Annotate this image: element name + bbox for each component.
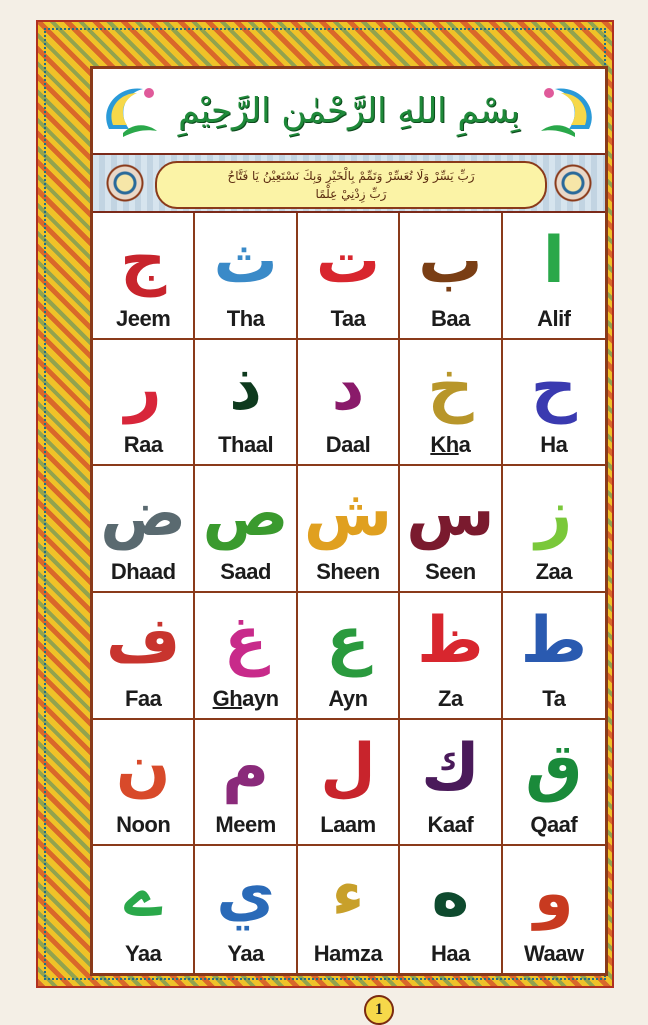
letter-name: Jeem [116,305,171,331]
letter-cell [400,593,502,720]
letter-name-underlined: Kh [430,432,459,458]
arabic-letter: ف [106,603,181,678]
letter-cell [93,340,195,467]
letter-name-underlined: Gh [212,685,243,711]
floral-ornament-icon [549,161,597,205]
page-ornamental-border [36,20,614,1018]
arabic-letter: ر [124,350,162,425]
bismillah-text: بِسْمِ اللهِ الرَّحْمٰنِ الرَّحِيْمِ [178,91,520,131]
letter-cell [195,466,297,593]
letter-name: Sheen [316,558,380,584]
letter-cell [298,846,400,973]
letter-cell [93,846,195,973]
page-number: 1 [364,995,394,1025]
letter-cell [400,720,502,847]
letter-cell [195,846,297,973]
letter-cell [503,846,605,973]
arabic-letter: ذ [229,350,263,425]
letter-cell [93,213,195,340]
arabic-letter: ه [431,857,470,932]
letter-cell [298,340,400,467]
letter-name: Yaa [124,940,162,966]
letter-name-rest: a [458,432,471,458]
arabic-letter: ث [213,224,278,298]
letter-cell [298,213,400,340]
letter-cell [93,593,195,720]
letter-cell [503,593,605,720]
bismillah-header [93,69,605,153]
arabic-letter: ض [100,477,187,552]
letter-cell [503,213,605,340]
arabic-letter: ص [202,477,289,552]
letter-cell [400,340,502,467]
letter-name: Tha [226,305,265,331]
letter-cell [503,466,605,593]
letter-cell [298,720,400,847]
arabic-letter: س [406,477,495,552]
letter-name: Raa [123,432,163,458]
arabic-letter: م [222,730,270,805]
letter-name: Faa [124,685,162,711]
letter-name: Ha [540,432,568,458]
crescent-ornament-icon [537,79,599,143]
dua-text-box [155,161,547,209]
letter-cell [93,720,195,847]
arabic-letter: غ [223,603,268,678]
letter-name: Saad [220,558,271,584]
letter-cell [195,720,297,847]
letter-cell [298,466,400,593]
letter-name: Alif [537,305,571,331]
arabic-letter: ط [520,603,588,678]
arabic-letter: ظ [417,603,484,678]
arabic-letter: و [533,857,574,932]
letter-name: Haa [430,940,470,966]
content-panel [90,66,608,1018]
letter-name: Thaal [218,432,274,458]
letter-name: Hamza [313,940,383,966]
letter-name: Taa [330,305,366,331]
letter-name: Laam [320,812,376,838]
arabic-letter: ل [320,730,376,805]
letter-name: Zaa [535,558,572,584]
letter-cell [195,213,297,340]
letter-name: Yaa [227,940,264,966]
letter-name: Daal [325,432,371,458]
letter-name: Noon [116,812,171,838]
letter-name: Kaaf [427,812,474,838]
letter-cell [503,340,605,467]
dua-banner [93,153,605,213]
arabic-letter: ز [535,477,573,552]
alphabet-grid [93,213,605,973]
arabic-letter: ح [530,350,577,425]
arabic-letter: خ [427,350,474,425]
letter-name: Qaaf [530,812,578,838]
letter-cell [298,593,400,720]
letter-cell [195,340,297,467]
arabic-letter: ج [120,224,167,298]
arabic-letter: ت [315,224,381,298]
arabic-letter: ك [421,730,480,805]
letter-name [213,686,279,712]
letter-name: Ayn [328,685,368,711]
letter-name: Meem [215,812,276,838]
arabic-letter: ي [216,857,275,932]
letter-cell [400,466,502,593]
letter-name: Waaw [524,940,584,966]
letter-name-rest: ayn [242,685,279,711]
arabic-letter: ش [303,477,393,552]
letter-name [430,432,470,458]
letter-name: Dhaad [110,558,176,584]
letter-cell [195,593,297,720]
letter-name: Baa [430,305,470,331]
letter-name: Ta [542,685,566,711]
arabic-letter: ع [326,603,370,678]
arabic-letter: ء [331,857,365,932]
arabic-letter: ن [115,730,171,805]
arabic-letter: ا [542,224,565,298]
letter-name: Seen [425,558,476,584]
letter-cell [503,720,605,847]
floral-ornament-icon [101,161,149,205]
crescent-ornament-icon [99,79,161,143]
arabic-letter: ق [525,730,583,805]
letter-cell [400,213,502,340]
letter-cell [93,466,195,593]
dua-line-2: رَبِّ زِدْنِيْ عِلْمًا [315,187,387,201]
letter-name: Za [438,685,463,711]
arabic-letter: ے [124,857,162,932]
arabic-letter: د [331,350,365,425]
dua-line-1: رَبِّ يَسِّرْ وَلَا تُعَسِّرْ وَتَمِّمْ بِالْخَيْرِ وَبِكَ نَسْتَعِيْنُ يَا فَتَّاحُ [227,169,475,183]
letter-cell [400,846,502,973]
arabic-letter: ب [418,224,483,298]
